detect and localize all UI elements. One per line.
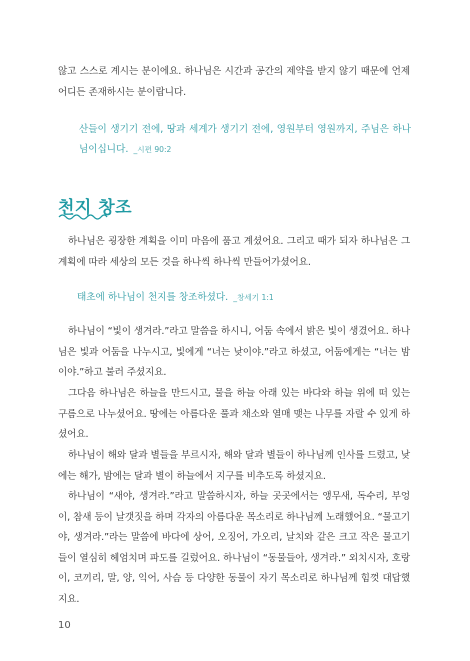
wave-underline-icon (58, 213, 108, 221)
top-paragraph: 않고 스스로 계시는 분이에요. 하나님은 시간과 공간의 제약을 받지 않기 때문에 언제 어디든 존재하시는 분이랍니다. (58, 66, 410, 98)
quote-reference: _창세기 1:1 (233, 293, 274, 302)
scripture-quote-psalm (79, 120, 411, 160)
body-paragraph-1: 하나님이 “빛이 생겨라.”라고 말씀을 하시니, 어둠 속에서 밝은 빛이 생겼어요. 하나님은 빛과 어둠을 나누시고, 빛에게 “너는 낮이야.”라고 하셨고, 어둠에게는 “너는 밤이야.”하고 불러 주셨지요. (58, 326, 410, 378)
body-paragraph-2: 그다음 하나님은 하늘을 만드시고, 물을 하늘 아래 있는 바다와 하늘 위에 떠 있는 구름으로 나누셨어요. 땅에는 아름다운 풀과 채소와 열매 맺는 나무를 자랄 수 있게 하셨어요. (58, 388, 410, 440)
page-number: 10 (58, 620, 71, 631)
quote-text: 태초에 하나님이 천지를 창조하셨다. (77, 292, 229, 303)
quote-reference: _시편 90:2 (133, 145, 172, 154)
section-title: 천지 창조 (58, 198, 133, 218)
intro-paragraph: 하나님은 굉장한 계획을 이미 마음에 품고 계셨어요. 그리고 때가 되자 하나님은 그 계획에 따라 세상의 모든 것을 하나씩 하나씩 만들어가셨어요. (58, 236, 410, 268)
quote-text: 산들이 생기기 전에, 땅과 세계가 생기기 전에, 영원부터 영원까지, 주님은 하나님이십니다. (79, 124, 411, 155)
scripture-quote-genesis (77, 288, 409, 308)
body-paragraph-4: 하나님이 “새야, 생겨라.”라고 말씀하시자, 하늘 곳곳에서는 앵무새, 독수리, 부엉이, 참새 등이 날갯짓을 하며 각자의 아름다운 목소리로 하나님께 노래했어요. “물고기야, 생겨라.”라는 말씀에 바다에 상어, 오징어, 가오리, 날치와 같은 크고 작은 물고기들이 열심히 헤엄치며 파도를 길렀어요. 하나님이 “동물들아, 생겨라.” 외치시자, 호랑이, 코끼리, 말, 양, 익어, 사슴 등 다양한 동물이 자기 목소리로 하나님께 힘껏 대답했지요. (58, 491, 410, 605)
body-paragraph-3: 하나님이 해와 달과 별들을 부르시자, 해와 달과 별들이 하나님께 인사를 드렸고, 낮에는 해가, 밤에는 달과 별이 하늘에서 지구를 비추도록 하셨지요. (58, 450, 410, 482)
